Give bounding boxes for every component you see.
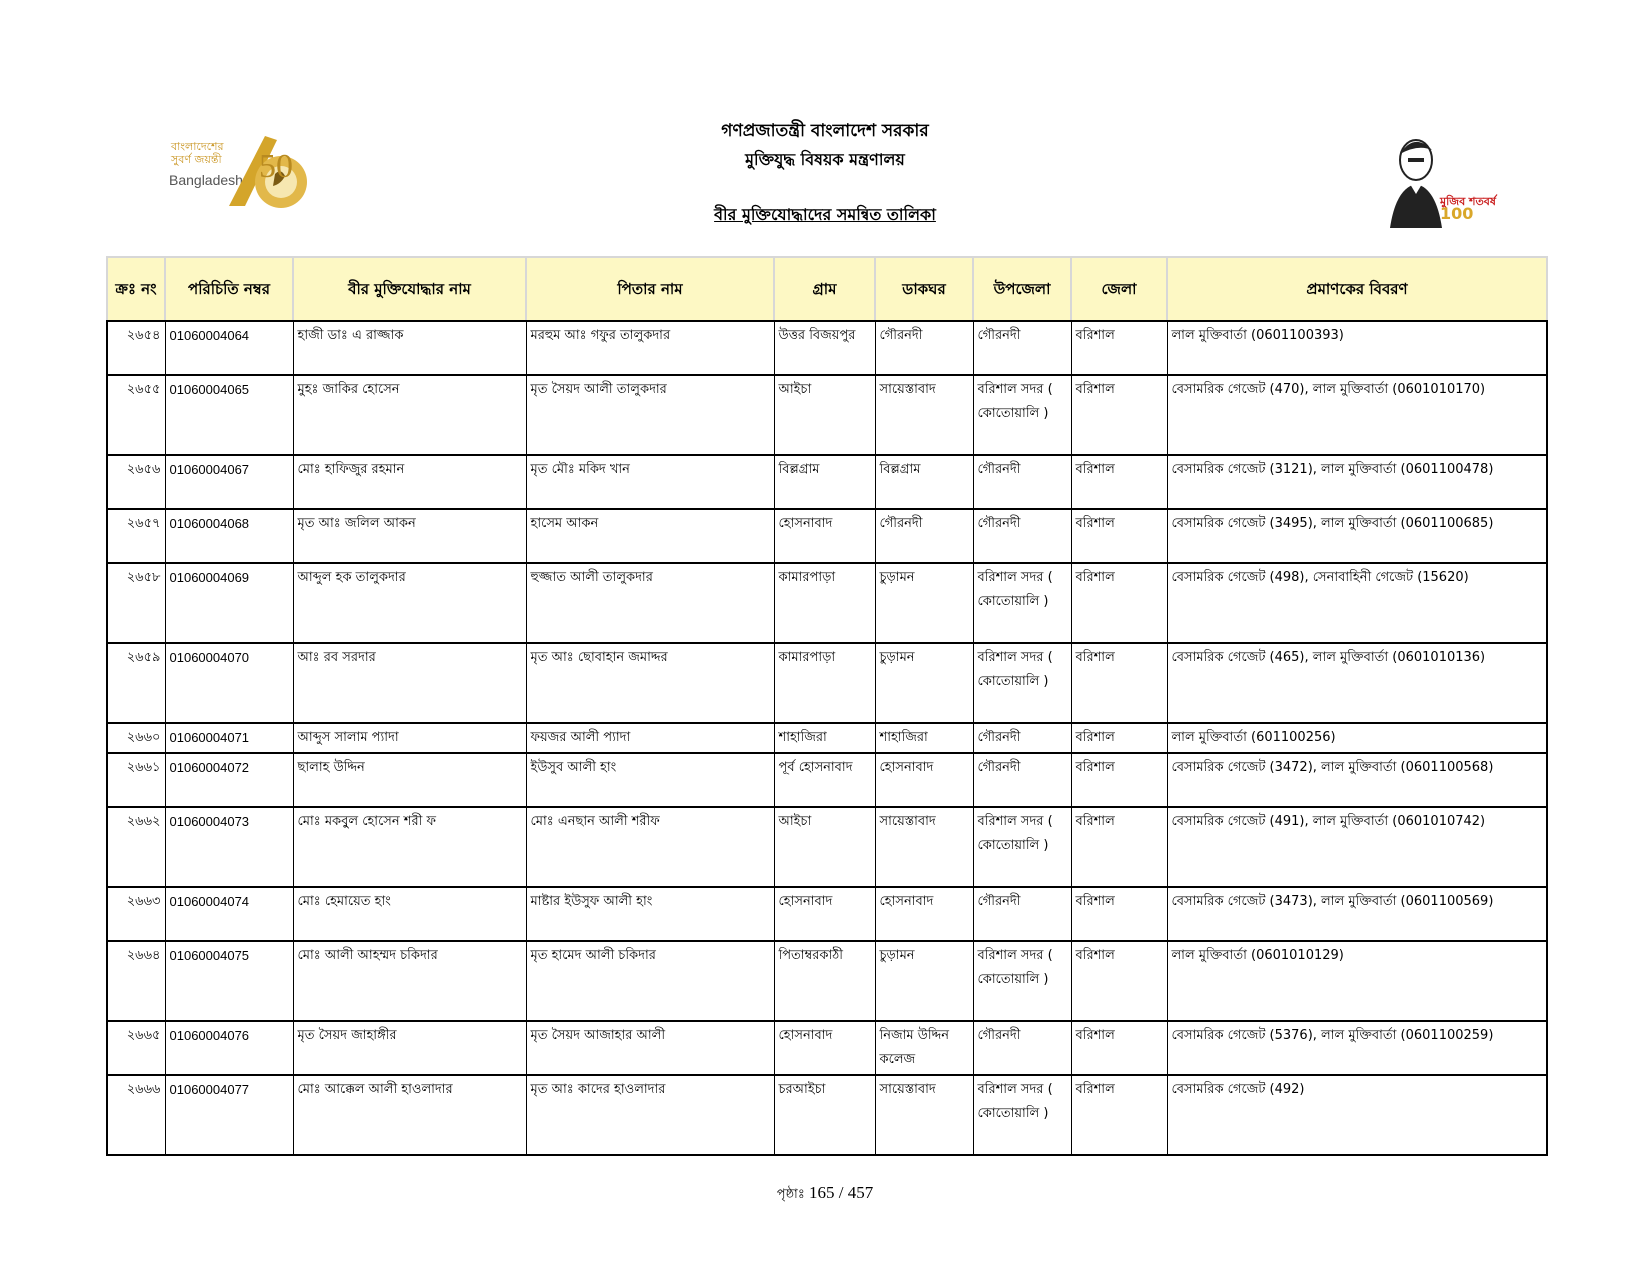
cell-village: কামারপাড়া — [774, 563, 875, 643]
cell-district: বরিশাল — [1071, 1021, 1167, 1075]
cell-village: চরআইচা — [774, 1075, 875, 1155]
column-header: প্রমাণকের বিবরণ — [1167, 257, 1547, 321]
cell-father: মরহুম আঃ গফুর তালুকদার — [526, 321, 774, 375]
cell-name: আঃ রব সরদার — [293, 643, 526, 723]
cell-sn: ২৬৬৩ — [107, 887, 165, 941]
cell-proof: বেসামরিক গেজেট (498), সেনাবাহিনী গেজেট (15620) — [1167, 563, 1547, 643]
cell-name: আব্দুল হক তালুকদার — [293, 563, 526, 643]
cell-proof: লাল মুক্তিবার্তা (0601100393) — [1167, 321, 1547, 375]
cell-id: 01060004067 — [165, 455, 293, 509]
cell-sn: ২৬৫৬ — [107, 455, 165, 509]
cell-village: বিল্লগ্রাম — [774, 455, 875, 509]
cell-post: গৌরনদী — [875, 509, 973, 563]
cell-father: হুজ্জাত আলী তালুকদার — [526, 563, 774, 643]
column-header: ডাকঘর — [875, 257, 973, 321]
cell-id: 01060004065 — [165, 375, 293, 455]
cell-post: সায়েস্তাবাদ — [875, 807, 973, 887]
table-row — [107, 723, 1547, 753]
cell-name: মুহঃ জাকির হোসেন — [293, 375, 526, 455]
cell-name: মোঃ আলী আহম্মদ চকিদার — [293, 941, 526, 1021]
cell-proof: বেসামরিক গেজেট (3472), লাল মুক্তিবার্তা (0601100568) — [1167, 753, 1547, 807]
column-header: বীর মুক্তিযোদ্ধার নাম — [293, 257, 526, 321]
cell-village: কামারপাড়া — [774, 643, 875, 723]
column-header: ক্রঃ নং — [107, 257, 165, 321]
cell-upazila: বরিশাল সদর ( কোতোয়ালি ) — [973, 563, 1071, 643]
cell-proof: বেসামরিক গেজেট (492) — [1167, 1075, 1547, 1155]
column-header: পরিচিতি নম্বর — [165, 257, 293, 321]
brand-text: মুজিব শতবর্ষ — [1440, 195, 1496, 208]
cell-sn: ২৬৫৮ — [107, 563, 165, 643]
table-header-row — [107, 257, 1547, 321]
table-row — [107, 1021, 1547, 1075]
cell-id: 01060004075 — [165, 941, 293, 1021]
cell-id: 01060004074 — [165, 887, 293, 941]
cell-id: 01060004073 — [165, 807, 293, 887]
logo-left-en-text: Bangladesh — [169, 172, 243, 188]
cell-sn: ২৬৬১ — [107, 753, 165, 807]
government-heading: গণপ্রজাতন্ত্রী বাংলাদেশ সরকার — [721, 121, 929, 141]
ministry-heading: মুক্তিযুদ্ধ বিষয়ক মন্ত্রণালয় — [745, 150, 905, 169]
cell-upazila: গৌরনদী — [973, 321, 1071, 375]
cell-proof: বেসামরিক গেজেট (3121), লাল মুক্তিবার্তা (0601100478) — [1167, 455, 1547, 509]
table-row — [107, 375, 1547, 455]
cell-id: 01060004076 — [165, 1021, 293, 1075]
cell-sn: ২৬৫৪ — [107, 321, 165, 375]
cell-upazila: গৌরনদী — [973, 1021, 1071, 1075]
cell-proof: বেসামরিক গেজেট (3473), লাল মুক্তিবার্তা (0601100569) — [1167, 887, 1547, 941]
cell-upazila: বরিশাল সদর ( কোতোয়ালি ) — [973, 807, 1071, 887]
column-header: জেলা — [1071, 257, 1167, 321]
cell-upazila: গৌরনদী — [973, 887, 1071, 941]
brand-number: 100 — [1440, 204, 1474, 223]
cell-name: আব্দুস সালাম প্যাদা — [293, 723, 526, 753]
cell-sn: ২৬৬২ — [107, 807, 165, 887]
cell-sn: ২৬৫৭ — [107, 509, 165, 563]
cell-post: সায়েস্তাবাদ — [875, 375, 973, 455]
page-footer — [0, 1183, 1650, 1206]
cell-district: বরিশাল — [1071, 643, 1167, 723]
cell-post: চুড়ামন — [875, 563, 973, 643]
cell-father: মৃত আঃ ছোবাহান জমাদ্দর — [526, 643, 774, 723]
cell-village: উত্তর বিজয়পুর — [774, 321, 875, 375]
table-row — [107, 321, 1547, 375]
logo-left-bn-text: বাংলাদেশের সুবর্ণ জয়ন্তী — [171, 140, 224, 166]
cell-sn: ২৬৫৫ — [107, 375, 165, 455]
cell-district: বরিশাল — [1071, 509, 1167, 563]
cell-proof: বেসামরিক গেজেট (3495), লাল মুক্তিবার্তা (0601100685) — [1167, 509, 1547, 563]
cell-id: 01060004069 — [165, 563, 293, 643]
cell-name: মৃত সৈয়দ জাহাঙ্গীর — [293, 1021, 526, 1075]
cell-post: শাহাজিরা — [875, 723, 973, 753]
cell-post: হোসনাবাদ — [875, 887, 973, 941]
cell-post: বিল্লগ্রাম — [875, 455, 973, 509]
cell-id: 01060004072 — [165, 753, 293, 807]
cell-upazila: বরিশাল সদর ( কোতোয়ালি ) — [973, 643, 1071, 723]
cell-father: ইউসুব আলী হাং — [526, 753, 774, 807]
cell-district: বরিশাল — [1071, 321, 1167, 375]
page-label: পৃষ্ঠাঃ — [776, 1187, 805, 1202]
cell-upazila: বরিশাল সদর ( কোতোয়ালি ) — [973, 1075, 1071, 1155]
cell-father: মৃত হামেদ আলী চকিদার — [526, 941, 774, 1021]
cell-father: মৃত মৌঃ মকিদ খান — [526, 455, 774, 509]
cell-father: মৃত সৈয়দ আলী তালুকদার — [526, 375, 774, 455]
page-number: 165 / 457 — [809, 1183, 874, 1202]
cell-father: মৃত সৈয়দ আজাহার আলী — [526, 1021, 774, 1075]
cell-sn: ২৬৫৯ — [107, 643, 165, 723]
cell-proof: বেসামরিক গেজেট (5376), লাল মুক্তিবার্তা (0601100259) — [1167, 1021, 1547, 1075]
cell-father: মোঃ এনছান আলী শরীফ — [526, 807, 774, 887]
cell-upazila: গৌরনদী — [973, 753, 1071, 807]
cell-proof: লাল মুক্তিবার্তা (601100256) — [1167, 723, 1547, 753]
cell-post: গৌরনদী — [875, 321, 973, 375]
cell-village: পূর্ব হোসনাবাদ — [774, 753, 875, 807]
cell-village: শাহাজিরা — [774, 723, 875, 753]
cell-upazila: বরিশাল সদর ( কোতোয়ালি ) — [973, 375, 1071, 455]
cell-post: হোসনাবাদ — [875, 753, 973, 807]
cell-name: মোঃ হাফিজুর রহমান — [293, 455, 526, 509]
list-title — [0, 202, 1650, 229]
cell-district: বরিশাল — [1071, 563, 1167, 643]
cell-name: মৃত আঃ জলিল আকন — [293, 509, 526, 563]
cell-id: 01060004077 — [165, 1075, 293, 1155]
cell-post: চুড়ামন — [875, 941, 973, 1021]
cell-district: বরিশাল — [1071, 455, 1167, 509]
cell-name: মোঃ মকবুুল হোসেন শরী ফ — [293, 807, 526, 887]
cell-village: আইচা — [774, 807, 875, 887]
cell-father: হাসেম আকন — [526, 509, 774, 563]
cell-sn: ২৬৬৪ — [107, 941, 165, 1021]
cell-district: বরিশাল — [1071, 375, 1167, 455]
cell-id: 01060004070 — [165, 643, 293, 723]
cell-proof: বেসামরিক গেজেট (491), লাল মুক্তিবার্তা (0601010742) — [1167, 807, 1547, 887]
cell-name: ছালাহ উদ্দিন — [293, 753, 526, 807]
table-row — [107, 509, 1547, 563]
cell-village: আইচা — [774, 375, 875, 455]
cell-upazila: গৌরনদী — [973, 723, 1071, 753]
column-header: গ্রাম — [774, 257, 875, 321]
cell-father: মাষ্টার ইউসুফ আলী হাং — [526, 887, 774, 941]
cell-village: পিতাম্বরকাঠী — [774, 941, 875, 1021]
freedom-fighter-table — [106, 256, 1548, 1156]
cell-district: বরিশাল — [1071, 887, 1167, 941]
table-row — [107, 753, 1547, 807]
cell-name: মোঃ হেমায়েত হাং — [293, 887, 526, 941]
cell-district: বরিশাল — [1071, 1075, 1167, 1155]
table-row — [107, 941, 1547, 1021]
cell-father: মৃত আঃ কাদের হাওলাদার — [526, 1075, 774, 1155]
table-row — [107, 643, 1547, 723]
cell-post: চুড়ামন — [875, 643, 973, 723]
cell-district: বরিশাল — [1071, 723, 1167, 753]
table-row — [107, 1075, 1547, 1155]
table-row — [107, 807, 1547, 887]
cell-village: হোসনাবাদ — [774, 509, 875, 563]
cell-upazila: বরিশাল সদর ( কোতোয়ালি ) — [973, 941, 1071, 1021]
table-row — [107, 455, 1547, 509]
cell-proof: বেসামরিক গেজেট (465), লাল মুক্তিবার্তা (0601010136) — [1167, 643, 1547, 723]
cell-district: বরিশাল — [1071, 941, 1167, 1021]
cell-village: হোসনাবাদ — [774, 887, 875, 941]
cell-proof: লাল মুক্তিবার্তা (0601010129) — [1167, 941, 1547, 1021]
cell-sn: ২৬৬৫ — [107, 1021, 165, 1075]
cell-village: হোসনাবাদ — [774, 1021, 875, 1075]
cell-post: সায়েস্তাবাদ — [875, 1075, 973, 1155]
cell-id: 01060004071 — [165, 723, 293, 753]
cell-district: বরিশাল — [1071, 753, 1167, 807]
list-title-text: বীর মুক্তিযোদ্ধাদের সমন্বিত তালিকা — [714, 205, 936, 224]
cell-id: 01060004068 — [165, 509, 293, 563]
cell-district: বরিশাল — [1071, 807, 1167, 887]
cell-father: ফয়জর আলী প্যাদা — [526, 723, 774, 753]
cell-name: হাজী ডাঃ এ রাজ্জাক — [293, 321, 526, 375]
cell-sn: ২৬৬০ — [107, 723, 165, 753]
column-header: উপজেলা — [973, 257, 1071, 321]
cell-sn: ২৬৬৬ — [107, 1075, 165, 1155]
cell-id: 01060004064 — [165, 321, 293, 375]
cell-name: মোঃ আক্কেল আলী হাওলাদার — [293, 1075, 526, 1155]
logo-left-number: 50 — [259, 148, 293, 185]
cell-proof: বেসামরিক গেজেট (470), লাল মুক্তিবার্তা (0601010170) — [1167, 375, 1547, 455]
cell-post: নিজাম উদ্দিন কলেজ — [875, 1021, 973, 1075]
cell-upazila: গৌরনদী — [973, 509, 1071, 563]
table-row — [107, 887, 1547, 941]
cell-upazila: গৌরনদী — [973, 455, 1071, 509]
column-header: পিতার নাম — [526, 257, 774, 321]
table-row — [107, 563, 1547, 643]
